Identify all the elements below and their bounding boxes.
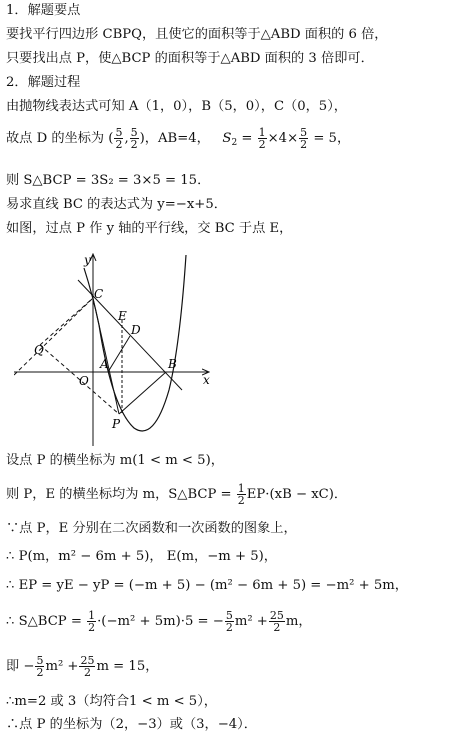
label-p: P [112,417,121,431]
segment-ad [108,336,130,372]
s2-eq: = [237,131,257,146]
label-e: E [118,309,127,323]
d-y-fraction: $\frac{5}{2}$ [130,126,138,151]
area-m2: m² + [234,614,268,629]
area-c2-fraction: $\frac{25}{2}$ [269,609,284,634]
s2-mid: ×4× [267,131,299,146]
equation-line [6,655,158,678]
eq-start: 即 − [6,659,35,674]
label-d: D [131,323,141,337]
key-points-title: 1．解题要点 [6,3,81,18]
eq-end: m = 15， [96,659,159,674]
d-coord-line: 故点 D 的坐标为 ( $\frac{5}{2}$ , $\frac{5}{2}$ )，AB=4， $S_2$ = $\frac{1}{2}$ ×4× $\frac{5}{2}$ = 5， [6,126,351,151]
d-x-fraction: $\frac{5}{2}$ [115,126,123,151]
label-b: B [168,357,177,371]
coords-line: ∴ P(m，m² − 6m + 5)， E(m，−m + 5)， [6,549,277,564]
area-end: m， [285,614,312,629]
label-a: A [100,357,109,371]
ab-text: ，AB=4， [144,131,210,146]
bc-line: 易求直线 BC 的表达式为 y=−x+5． [6,197,227,212]
m-line: 设点 P 的横坐标为 m(1 < m < 5)， [6,453,224,468]
ep-line: ∴ EP = yE − yP = (−m + 5) − (m² − 6m + 5) = −m² + 5m， [6,578,408,593]
key-points-line2: 只要找出点 P，使△BCP 的面积等于△ABD 面积的 3 倍即可． [6,51,374,66]
eq-c2-fraction: $\frac{25}{2}$ [80,654,95,679]
e-half-fraction: $\frac{1}{2}$ [237,482,245,507]
e-abscissa-tail: EP·(xB − xC)． [246,487,348,502]
e-abscissa-text: 则 P，E 的横坐标均为 m，S△BCP = [6,487,232,502]
dashed-extension [14,298,93,375]
sbcp-line: 则 S△BCP = 3S₂ = 3×5 = 15． [6,173,211,188]
eq-m2: m² + [45,659,79,674]
d-coord-text: 故点 D 的坐标为 [6,131,105,146]
segment-cp [93,298,119,414]
parabola-curve [84,255,186,431]
process-line1: 由抛物线表达式可知 A（1，0），B（5，0），C（0，5）， [6,99,347,114]
area-mid: ·(−m² + 5m)·5 = − [97,614,224,629]
area-half-fraction: $\frac{1}{2}$ [88,609,96,634]
s2-half-fraction: $\frac{1}{2}$ [258,126,266,151]
e-abscissa-line [6,483,347,506]
answer-line: ∴点 P 的坐标为（2，−3）或（3，−4）． [6,717,257,732]
label-q: Q [34,343,44,357]
process-title: 2．解题过程 [6,75,81,90]
segment-pb [119,372,166,414]
solution-line: ∴m=2 或 3（均符合1 < m < 5）， [6,694,217,709]
segment-qc [40,298,93,345]
figure-intro: 如图，过点 P 作 y 轴的平行线，交 BC 于点 E， [6,221,293,236]
label-x: x [203,373,210,387]
area-c1-fraction: $\frac{5}{2}$ [225,609,233,634]
key-points-line1: 要找平行四边形 CBPQ，且使它的面积等于△ABD 面积的 6 倍， [6,27,388,42]
area-start: ∴ S△BCP = [6,614,82,629]
parabola-figure [14,250,214,450]
because-line: ∵点 P，E 分别在二次函数和一次函数的图象上， [6,521,297,536]
area-line [6,610,312,633]
label-o: O [79,374,89,388]
label-c: C [94,287,104,301]
s2-result: = 5， [309,131,351,146]
eq-c1-fraction: $\frac{5}{2}$ [36,654,44,679]
s2-five-fraction: $\frac{5}{2}$ [300,126,308,151]
label-y: y [84,253,91,267]
s2-sub: 2 [231,138,238,148]
s2-label: S [222,131,232,146]
